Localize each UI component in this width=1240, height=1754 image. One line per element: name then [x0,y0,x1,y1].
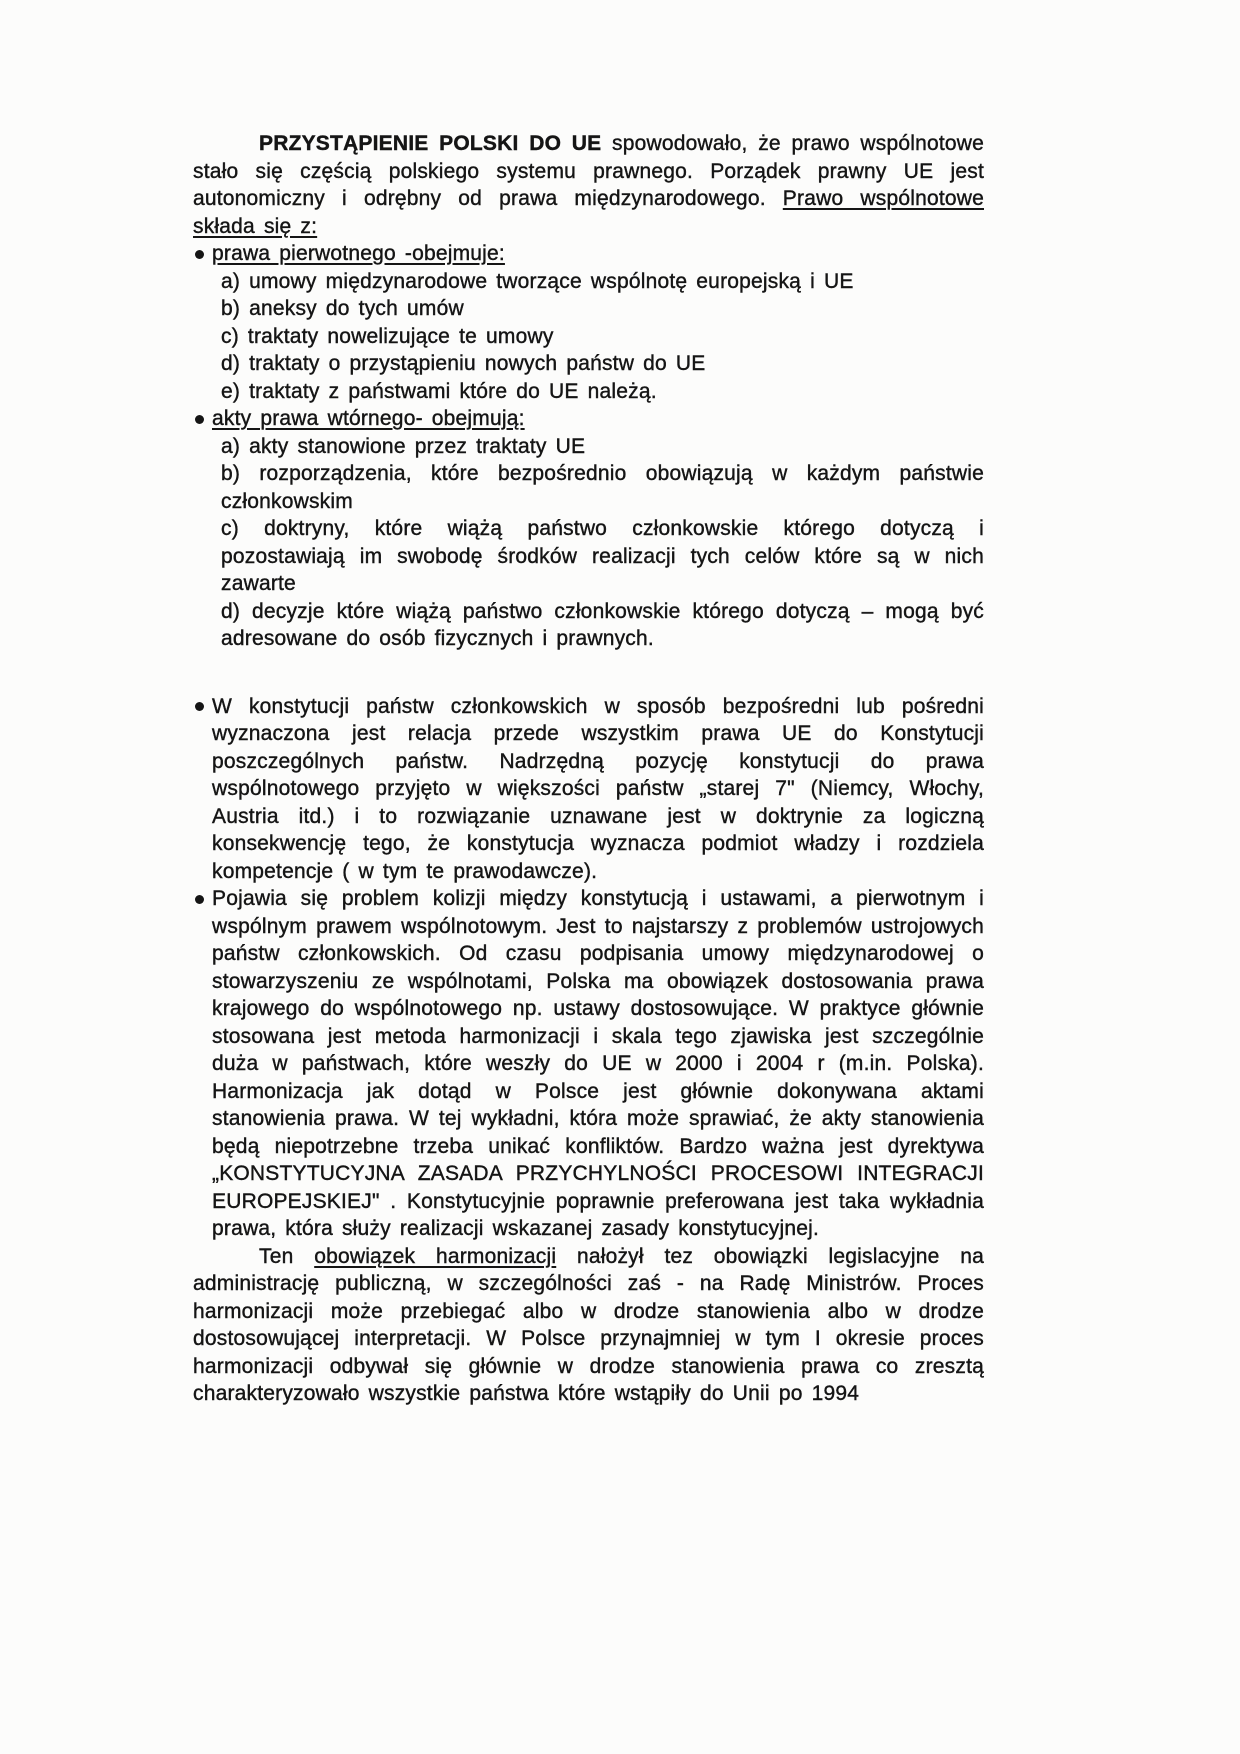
collision-paragraph: Pojawia się problem kolizji między konstytucją i ustawami, a pierwotnym i wspólnym prawem wspólnotowym. Jest to najstarszy z problemów ustrojowych państw członkowskich. Od czasu podpisania umowy międzynarodowej o stowarzyszeniu ze wspólnotami, Polska ma obowiązek dostosowania prawa krajowego do wspólnotowego np. ustawy dostosowujące. W praktyce głównie stosowana jest metoda harmonizacji i skala tego zjawiska jest szczególnie duża w państwach, które weszły do UE w 2000 i 2004 r (m.in. Polska). Harmonizacja jak dotąd w Polsce jest głównie dokonywana aktami stanowienia prawa. W tej wykładni, która może sprawiać, że akty stanowienia będą niepotrzebne trzeba unikać konfliktów. Bardzo ważna jest dyrektywa „KONSTYTUCYJNA ZASADA PRZYCHYLNOŚCI PROCESOWI INTEGRACJI EUROPEJSKIEJ" . Konstytucyjnie poprawnie preferowana jest taka wykładnia prawa, która służy realizacji wskazanej zasady konstytucyjnej. [212,887,984,1240]
intro-underlined-phrase: Prawo wspólnotowe składa się z: [193,187,984,238]
primary-law-body [212,240,984,405]
list-item: a) akty stanowione przez traktaty UE [221,434,586,458]
closing-tail-text: nałożył tez obowiązki legislacyjne na administrację publiczną, w szczególności zaś - na Radę Ministrów. Proces harmonizacji może przebiegać albo w drodze stanowienia albo w drodze dostosowującej interpretacji. W Polsce przynajmniej w tym I okresie proces harmonizacji odbywał się głównie w drodze stanowienia prawa co zresztą charakteryzowało wszystkie państwa które wstąpiły do Unii po 1994 [193,1244,984,1405]
primary-law-heading: prawa pierwotnego -obejmuje: [212,242,505,265]
constitution-body [212,693,984,886]
bullet-primary-law [193,240,984,405]
intro-bold-lead: PRZYSTĄPIENIE POLSKI DO UE [259,132,602,155]
closing-paragraph [193,1243,984,1408]
constitution-paragraph: W konstytucji państw członkowskich w sposób bezpośredni lub pośredni wyznaczona jest relacja przede wszystkim prawa UE do Konstytucji poszczególnych państw. Nadrzędną pozycję konstytucji do prawa wspólnotowego przyjęto w większości państw „starej 7" (Niemcy, Włochy, Austria itd.) i to rozwiązanie uznawane jest w doktrynie za logiczną konsekwencję tego, że konstytucja wyznacza podmiot władzy i rozdziela kompetencje ( w tym te prawodawcze). [212,694,984,883]
bullet-secondary-law [193,405,984,653]
bullet-collision [193,885,984,1243]
bullet-dot-icon [195,702,204,711]
list-item: b) rozporządzenia, które bezpośrednio obowiązują w każdym państwie członkowskim [221,462,984,513]
closing-underlined-phrase: obowiązek harmonizacji [314,1244,557,1268]
list-item: c) traktaty nowelizujące te umowy [221,324,554,348]
collision-body [212,885,984,1243]
list-item: d) traktaty o przystąpieniu nowych państw do UE [221,352,706,375]
bullet-dot-icon [195,250,204,259]
list-item: e) traktaty z państwami które do UE należą. [221,379,657,403]
list-item: d) decyzje które wiążą państwo członkowskie którego dotyczą – mogą być adresowane do osób fizycznych i prawnych. [221,599,984,650]
bullet-constitution [193,693,984,886]
closing-lead-text: Ten [259,1244,315,1268]
list-item: c) doktryny, które wiążą państwo członkowskie którego dotyczą i pozostawiają im swobodę środków realizacji tych celów które są w nich zawarte [221,517,984,595]
secondary-law-heading: akty prawa wtórnego- obejmują: [212,407,525,430]
list-item: a) umowy międzynarodowe tworzące wspólnotę europejską i UE [221,269,854,293]
intro-paragraph [193,130,984,240]
bullet-dot-icon [195,415,204,424]
document-content [193,130,984,1408]
intro-body-text: spowodowało, że prawo wspólnotowe stało się częścią polskiego systemu prawnego. Porządek prawny UE jest autonomiczny i odrębny od prawa międzynarodowego. [193,132,984,210]
secondary-law-body [212,405,984,653]
bullet-dot-icon [195,895,204,904]
list-item: b) aneksy do tych umów [221,297,464,320]
